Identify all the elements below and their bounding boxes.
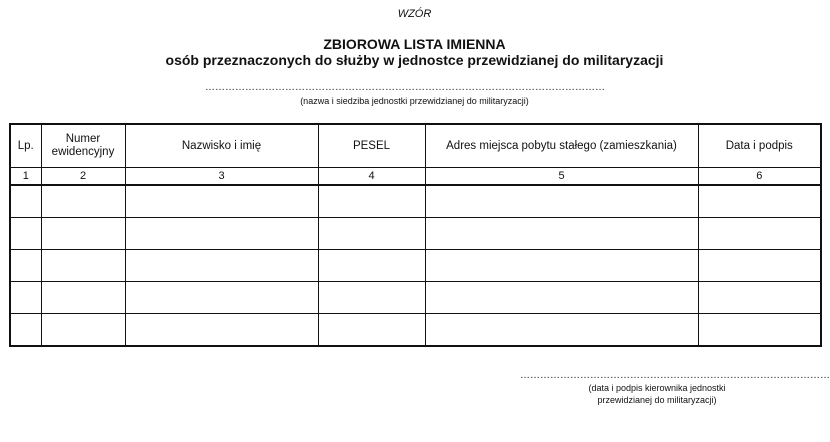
column-number: 3	[125, 168, 318, 186]
table-cell[interactable]	[698, 314, 821, 347]
document-subtitle: osób przeznaczonych do służby w jednostce przewidzianej do militaryzacji	[165, 52, 664, 68]
table-cell[interactable]	[698, 218, 821, 250]
column-number-row	[10, 168, 821, 186]
table-cell[interactable]	[10, 185, 41, 218]
column-header-numer-ewidencyjny: Numer ewidencyjny	[41, 124, 125, 168]
column-number: 4	[318, 168, 425, 186]
table-cell[interactable]	[425, 185, 698, 218]
table-row	[10, 185, 821, 218]
unit-name-fill-line: …………………………………………………………………………………………………………	[205, 82, 605, 93]
table-cell[interactable]	[425, 282, 698, 314]
table-cell[interactable]	[41, 314, 125, 347]
column-header-lp: Lp.	[10, 124, 41, 168]
signature-fill-line: …………………………………………………………………………………	[520, 370, 830, 381]
table-cell[interactable]	[41, 185, 125, 218]
table-cell[interactable]	[698, 250, 821, 282]
table-cell[interactable]	[318, 314, 425, 347]
table-cell[interactable]	[425, 218, 698, 250]
table-row	[10, 218, 821, 250]
column-header-nazwisko-i-imie: Nazwisko i imię	[125, 124, 318, 168]
table-header-row	[10, 124, 821, 168]
table-cell[interactable]	[125, 185, 318, 218]
table-cell[interactable]	[125, 218, 318, 250]
table-cell[interactable]	[698, 282, 821, 314]
table-cell[interactable]	[318, 218, 425, 250]
table-cell[interactable]	[425, 250, 698, 282]
table-cell[interactable]	[125, 282, 318, 314]
table-cell[interactable]	[10, 218, 41, 250]
column-header-data-i-podpis: Data i podpis	[698, 124, 821, 168]
column-number: 2	[41, 168, 125, 186]
table-cell[interactable]	[425, 314, 698, 347]
table-cell[interactable]	[125, 314, 318, 347]
table-cell[interactable]	[10, 250, 41, 282]
table-cell[interactable]	[318, 250, 425, 282]
document-title: ZBIOROWA LISTA IMIENNA	[323, 36, 506, 52]
table-cell[interactable]	[318, 282, 425, 314]
table-cell[interactable]	[41, 282, 125, 314]
name-list-table	[9, 123, 822, 347]
column-number: 5	[425, 168, 698, 186]
table-cell[interactable]	[698, 185, 821, 218]
column-number: 1	[10, 168, 41, 186]
table-cell[interactable]	[10, 314, 41, 347]
column-header-adres: Adres miejsca pobytu stałego (zamieszkania)	[425, 124, 698, 168]
table-cell[interactable]	[318, 185, 425, 218]
table-cell[interactable]	[41, 250, 125, 282]
column-header-pesel: PESEL	[318, 124, 425, 168]
signature-caption-line1: (data i podpis kierownika jednostki	[588, 383, 726, 393]
table-cell[interactable]	[41, 218, 125, 250]
template-label: WZÓR	[397, 8, 432, 20]
table-cell[interactable]	[125, 250, 318, 282]
column-number: 6	[698, 168, 821, 186]
signature-caption-line2: przewidzianej do militaryzacji)	[597, 395, 717, 405]
table-row	[10, 282, 821, 314]
table-cell[interactable]	[10, 282, 41, 314]
table-row	[10, 314, 821, 347]
unit-name-caption: (nazwa i siedziba jednostki przewidzianej do militaryzacji)	[300, 96, 529, 106]
table-row	[10, 250, 821, 282]
